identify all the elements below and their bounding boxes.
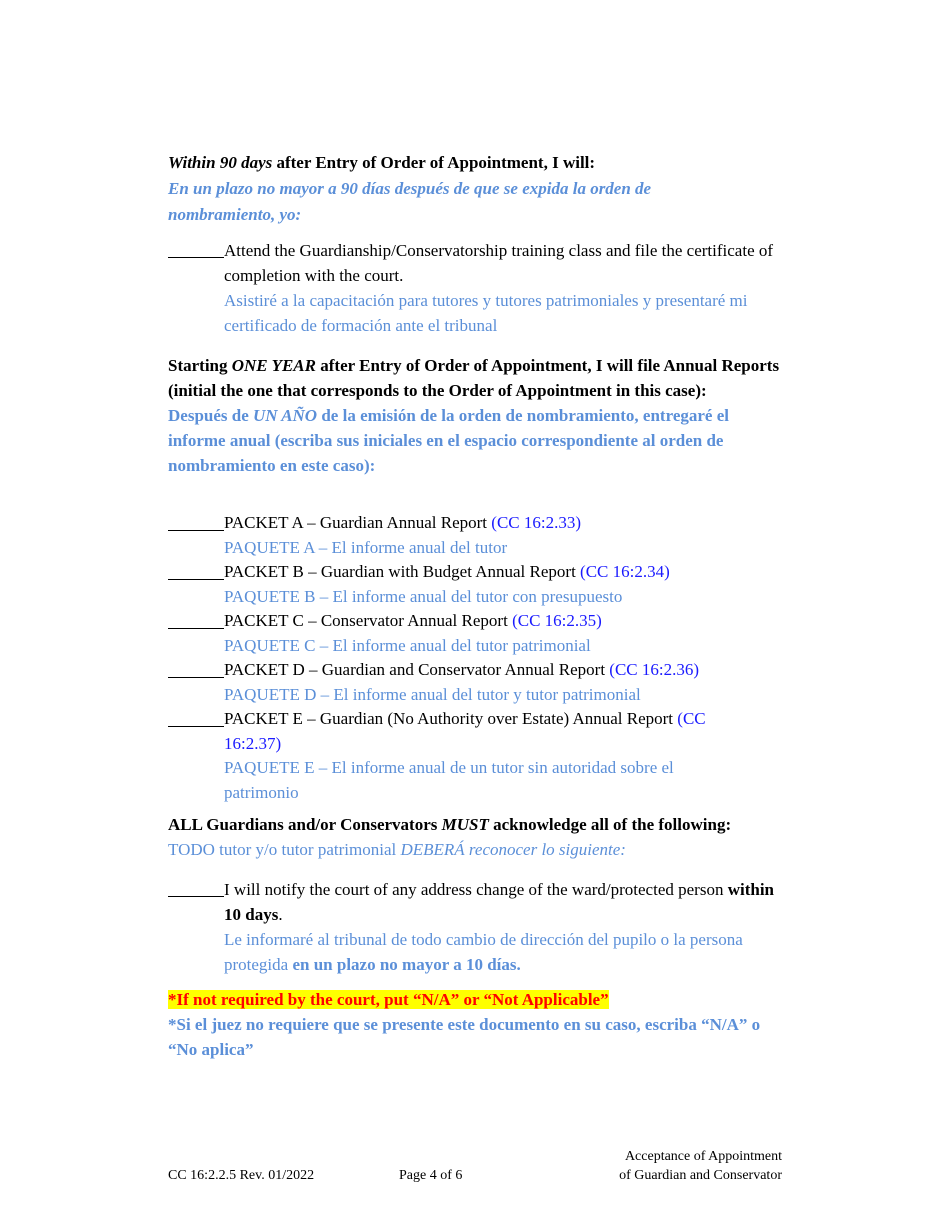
item-text: Attend the Guardianship/Conservatorship training class and file the certificate of completion with the court. (224, 241, 774, 285)
item-text-bold: en un plazo no mayor a 10 días. (292, 955, 521, 974)
packet-item (168, 707, 798, 805)
item-text-part: . (278, 905, 283, 924)
packet-item (168, 560, 798, 609)
section-90-days (168, 150, 798, 228)
section-acknowledge (168, 812, 798, 862)
item-text (224, 877, 794, 927)
packet-title: PACKET A – Guardian Annual Report (224, 513, 492, 532)
heading-text: after Entry of Order of Appointment, I will: (272, 153, 596, 172)
section-heading (168, 812, 798, 837)
heading-emphasis: DEBERÁ reconocer lo siguiente: (400, 840, 626, 859)
initial-blank[interactable] (168, 707, 224, 727)
heading-text: after Entry of Order of Appointment, I will file Annual Reports (initial the one that corresponds to the Order of Appointment in this case): (168, 356, 780, 400)
section-heading (168, 353, 788, 403)
packet-item (168, 511, 798, 560)
footer-title-line: of Guardian and Conservator (619, 1168, 782, 1183)
packet-text (224, 707, 744, 756)
item-text-bold: within 10 days (224, 880, 774, 924)
address-change-item (168, 877, 798, 977)
section-heading-es (168, 403, 788, 478)
initial-blank[interactable] (168, 658, 224, 678)
packet-code: (CC 16:2.34) (580, 562, 670, 581)
training-item (168, 238, 798, 338)
packet-text (224, 560, 744, 585)
packet-title: PACKET B – Guardian with Budget Annual Report (224, 562, 581, 581)
packet-code: (CC 16:2.37) (224, 709, 706, 753)
heading-text: Después de (168, 406, 254, 425)
section-annual-reports (168, 353, 788, 478)
heading-text: acknowledge all of the following: (488, 815, 732, 834)
packet-text (224, 511, 744, 536)
packet-list (168, 511, 798, 805)
form-code: CC 16:2.2.5 Rev. 01/2022 (168, 1168, 315, 1183)
packet-text-es: PAQUETE E – El informe anual de un tutor sin autoridad sobre el patrimonio (224, 758, 674, 802)
section-heading (168, 150, 798, 176)
heading-text: TODO tutor y/o tutor patrimonial (168, 840, 401, 859)
heading-emphasis: MUST (441, 815, 489, 834)
initial-blank[interactable] (168, 877, 224, 897)
item-text-part: I will notify the court of any address change of the ward/protected person (224, 880, 728, 899)
packet-text-es: PAQUETE B – El informe anual del tutor con presupuesto (224, 586, 623, 606)
initial-blank[interactable] (168, 511, 224, 531)
note-es: *Si el juez no requiere que se presente este documento en su caso, escriba “N/A” o “No aplica” (168, 1015, 761, 1059)
note-highlight: *If not required by the court, put “N/A” or “Not Applicable” (168, 990, 609, 1009)
heading-text: Starting (168, 356, 232, 375)
initial-blank[interactable] (168, 560, 224, 580)
packet-text-es: PAQUETE A – El informe anual del tutor (224, 537, 508, 557)
initial-blank[interactable] (168, 238, 224, 258)
packet-text (224, 658, 744, 683)
initial-blank[interactable] (168, 609, 224, 629)
packet-text (224, 609, 744, 634)
heading-emphasis: ONE YEAR (231, 356, 316, 375)
packet-item (168, 658, 798, 707)
packet-code: (CC 16:2.36) (609, 660, 700, 679)
packet-item (168, 609, 798, 658)
section-heading-es (168, 837, 798, 862)
packet-title: PACKET E – Guardian (No Authority over Estate) Annual Report (224, 709, 678, 728)
packet-title: PACKET C – Conservator Annual Report (224, 611, 513, 630)
heading-emphasis: Within 90 days (168, 153, 273, 172)
heading-text: de la emisión de la orden de nombramiento, entregaré el informe anual (escriba sus iniciales en el espacio correspondiente al orden de nombramiento en este caso): (168, 406, 729, 475)
packet-code: (CC 16:2.35) (512, 611, 602, 630)
page-number: Page 4 of 6 (399, 1168, 463, 1183)
note (168, 987, 798, 1062)
section-heading-es: En un plazo no mayor a 90 días después de que se expida la orden de nombramiento, yo: (168, 179, 652, 224)
item-text-es (224, 927, 754, 977)
item-text-part: Le informaré al tribunal de todo cambio de dirección del pupilo o la persona protegida (224, 930, 743, 974)
heading-text: ALL Guardians and/or Conservators (168, 815, 442, 834)
footer-title-line: Acceptance of Appointment (624, 1149, 782, 1164)
heading-emphasis: UN AÑO (253, 406, 318, 425)
packet-text-es: PAQUETE C – El informe anual del tutor patrimonial (224, 635, 591, 655)
packet-code: (CC 16:2.33) (491, 513, 582, 532)
packet-title: PACKET D – Guardian and Conservator Annual Report (224, 660, 610, 679)
footer-title (619, 1147, 782, 1185)
item-text-es: Asistiré a la capacitación para tutores y tutores patrimoniales y presentaré mi certificado de formación ante el tribunal (224, 291, 748, 335)
packet-text-es: PAQUETE D – El informe anual del tutor y tutor patrimonial (224, 684, 641, 704)
